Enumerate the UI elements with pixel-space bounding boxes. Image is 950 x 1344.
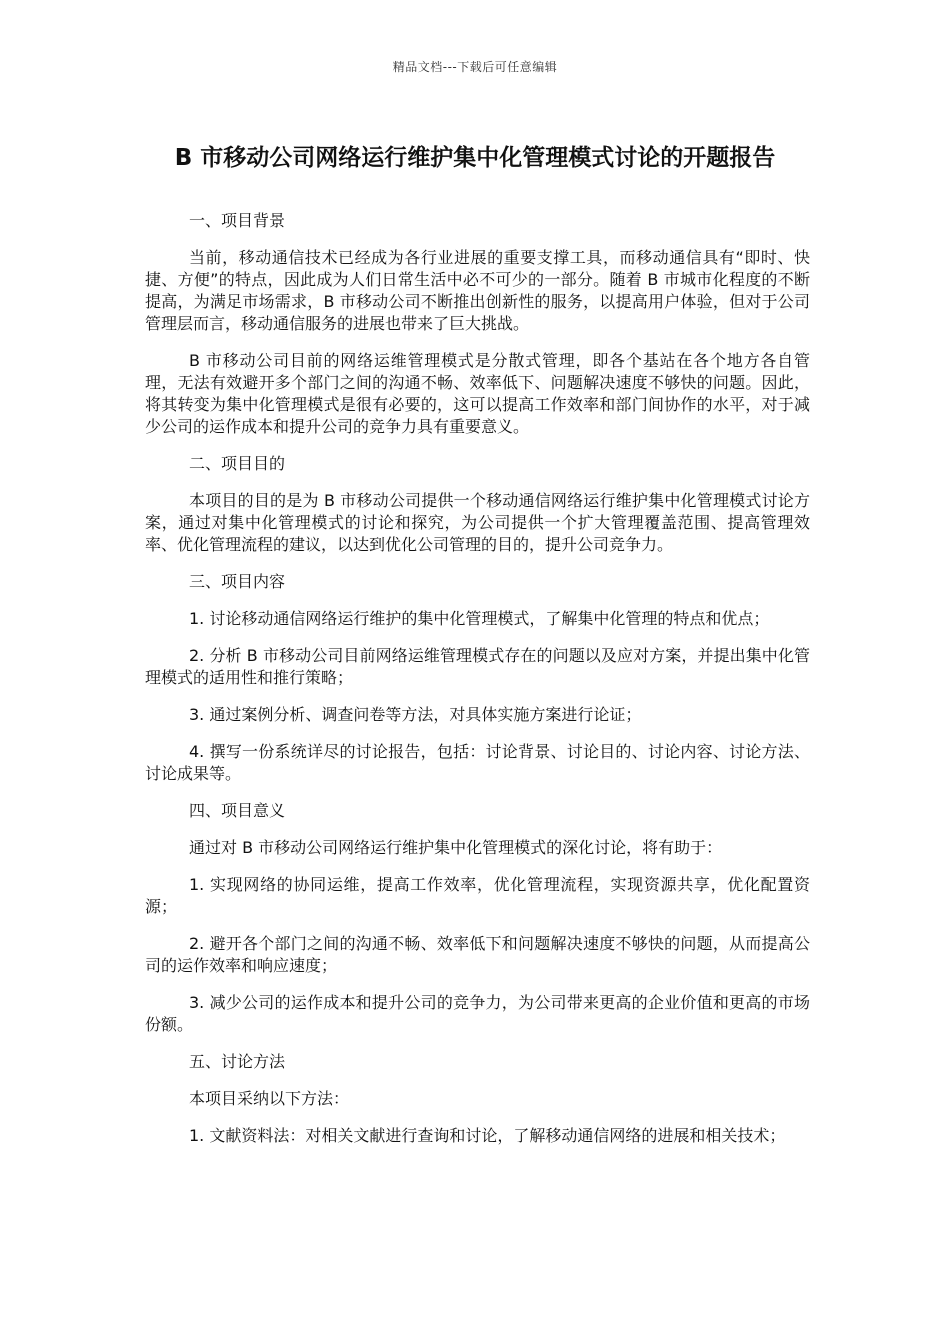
section-heading-significance: 四、项目意义 bbox=[189, 801, 286, 820]
list-item: 2. 分析 B 市移动公司目前网络运维管理模式存在的问题以及应对方案，并提出集中化管理模式的适用性和推行策略； bbox=[145, 646, 810, 687]
list-item: 3. 通过案例分析、调查问卷等方法，对具体实施方案进行论证； bbox=[189, 705, 642, 724]
section-heading-background: 一、项目背景 bbox=[189, 211, 286, 230]
paragraph: 本项目采纳以下方法： bbox=[189, 1089, 350, 1108]
list-item: 4. 撰写一份系统详尽的讨论报告，包括：讨论背景、讨论目的、讨论内容、讨论方法、讨论成果等。 bbox=[145, 742, 810, 783]
section-heading-purpose: 二、项目目的 bbox=[189, 454, 286, 473]
paragraph: 本项目的目的是为 B 市移动公司提供一个移动通信网络运行维护集中化管理模式讨论方案，通过对集中化管理模式的讨论和探究，为公司提供一个扩大管理覆盖范围、提高管理效率、优化管理流程的建议，以达到优化公司管理的目的，提升公司竞争力。 bbox=[145, 491, 810, 554]
paragraph: 当前，移动通信技术已经成为各行业进展的重要支撑工具，而移动通信具有“即时、快捷、方便”的特点，因此成为人们日常生活中必不可少的一部分。随着 B 市城市化程度的不断提高，为满足市场需求，B 市移动公司不断推出创新性的服务，以提高用户体验，但对于公司管理层而言，移动通信服务的进展也带来了巨大挑战。 bbox=[145, 248, 810, 333]
paragraph: B 市移动公司目前的网络运维管理模式是分散式管理，即各个基站在各个地方各自管理，无法有效避开多个部门之间的沟通不畅、效率低下、问题解决速度不够快的问题。因此，将其转变为集中化管理模式是很有必要的，这可以提高工作效率和部门间协作的水平，对于减少公司的运作成本和提升公司的竞争力具有重要意义。 bbox=[145, 351, 810, 436]
list-item: 1. 讨论移动通信网络运行维护的集中化管理模式，了解集中化管理的特点和优点； bbox=[189, 609, 770, 628]
section-heading-methods: 五、讨论方法 bbox=[189, 1052, 286, 1071]
section-heading-content: 三、项目内容 bbox=[189, 572, 286, 591]
header-note: 精品文档---下载后可任意编辑 bbox=[392, 60, 558, 74]
paragraph: 通过对 B 市移动公司网络运行维护集中化管理模式的深化讨论，将有助于： bbox=[189, 838, 723, 857]
document-title: B 市移动公司网络运行维护集中化管理模式讨论的开题报告 bbox=[174, 145, 776, 171]
list-item: 1. 实现网络的协同运维，提高工作效率，优化管理流程，实现资源共享，优化配置资源； bbox=[145, 875, 810, 916]
document-body bbox=[145, 210, 810, 1162]
list-item: 2. 避开各个部门之间的沟通不畅、效率低下和问题解决速度不够快的问题，从而提高公司的运作效率和响应速度； bbox=[145, 934, 810, 975]
list-item: 3. 减少公司的运作成本和提升公司的竞争力，为公司带来更高的企业价值和更高的市场份额。 bbox=[145, 993, 810, 1034]
list-item: 1. 文献资料法：对相关文献进行查询和讨论，了解移动通信网络的进展和相关技术； bbox=[189, 1126, 786, 1145]
